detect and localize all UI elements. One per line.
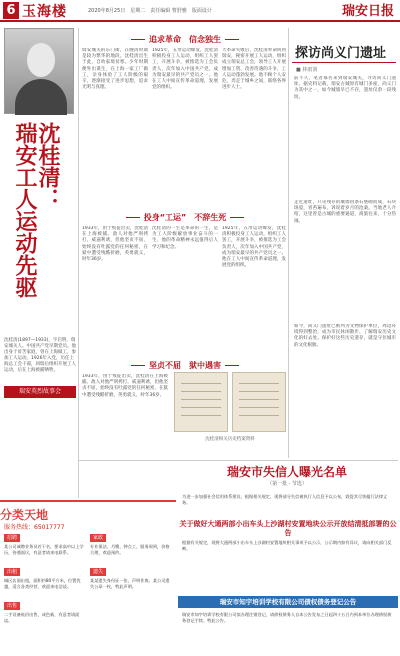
right-article-author: ■ 林雨润 (296, 67, 318, 73)
portrait-face (27, 43, 55, 77)
article-column: 1933年，由于叛徒出卖，沈桂清在上海被捕。敌人对他严刑拷打，威逼利诱，但他坚贞不屈，始终没有吐露党的任何秘密，在狱中遭受残酷折磨，英勇就义，时年36岁。 (82, 374, 168, 398)
page-header (0, 0, 400, 22)
newspaper-logo: 瑞安日报 (341, 4, 394, 19)
ad-tag-sale: 出售 (4, 602, 20, 610)
page-number: 6 (3, 2, 19, 19)
archive-document-image (174, 372, 228, 432)
debt-registration-title: 瑞安市知宇培训学校有限公司债权债务登记公告 (178, 596, 398, 608)
article-column: 1925年，五卅运动爆发，沈桂清积极投身工人运动，组织工人罢工，开展斗争，被推选为工会负责人，次年加入中国共产党，成为瑞安最早的共产党员之一。他在工人中间宣传革命道理，发展党的组织。 (222, 226, 286, 269)
issue-meta: 2020年8月25日 星期二 责任编辑 曹舒雅 版面设计 (88, 8, 212, 14)
ad-text: 某公司诚聘业务员若干名，要求高中以上学历，待遇面议，有意者请来电联系。 (4, 544, 84, 555)
ad-tag-recruit: 招聘 (4, 534, 20, 542)
column-divider (78, 28, 79, 498)
right-article-text: 走近遗址，只见残存的城墙由条石垒砌而成，石块斑驳，青苔遍布，诉说着岁月的沧桑。当地老人介绍，这里曾是古城的重要通道，商旅往来，十分热闹。 (294, 200, 396, 224)
notice-text: 根据有关规定，现将大通两部小出车头上沙湖村安置地块相关事项予以公示，公示期内如有异议，请向相关部门反映。 (182, 540, 392, 551)
ad-tag-rent: 出租 (4, 568, 20, 576)
article-column: 大革命失败后，沈桂清奉命回到瑞安，秘密开展工人运动，组织成立瑞安总工会，领导工人开展增加工资、改善待遇的斗争，工人运动蓬勃发展。他不顾个人安危，奔走于城乡之间，联络各界进步人士。 (222, 48, 286, 91)
feature-title (7, 122, 59, 298)
ad-tag-housekeeping: 家政 (90, 534, 106, 542)
series-label: 瑞安英烈故事会 (4, 386, 76, 398)
banner-text: 为进一步加强社会信用体系建设，根据相关规定，现将部分失信被执行人信息予以公布，敦促其尽快履行法律义务。 (182, 494, 388, 505)
ad-text: 城区店面出租，面积约80平方米，位置优越，适合各类经营，欢迎来电洽谈。 (4, 578, 81, 589)
ad-text: 二手设备低价出售，成色新，有意者请面谈。 (4, 612, 80, 623)
image-caption: 沈桂清相关历史档案资料 (205, 437, 255, 442)
subhead-2: 投身“工运” 不辞生死 (110, 212, 260, 223)
portrait-photo (4, 28, 74, 114)
debt-registration-notice (178, 612, 398, 656)
column-divider (288, 28, 289, 458)
ad-text: 专业保洁、月嫂、钟点工，服务周到，价格合理，欢迎预约。 (90, 544, 170, 555)
portrait-annotation: 沈桂清(1897—1933)，字启明，瑞安城关人。中国共产党早期党员。他出身于贫苦家庭，曾在上海做工，参加工人运动。1926年入党，历任上海总工会干部，回瑞后组织开展工人运动，后在上海被捕牺牲。 (4, 338, 76, 373)
article-column: 1925年，五卅运动爆发，沈桂清积极投身工人运动，组织工人罢工，开展斗争，被推选为工会负责人，次年加入中国共产党，成为瑞安最早的共产党员之一。他在工人中间宣传革命道理，发展党的组织。 (152, 48, 218, 91)
portrait-body (15, 79, 67, 115)
ad-tag-lost: 遗失 (90, 568, 106, 576)
feature-title-line2: 瑞安工人运动先驱 (12, 122, 37, 298)
classified-header: 分类天地 (0, 508, 49, 522)
article-column: 瑞安城关的东门街，在晚清时期是较为繁华的地段。沈桂清出生于此，自幼家境贫寒。少年时期便外出谋生，在上海一家工厂做工，亲身体验了工人阶级的艰辛，逐渐接受了进步思想，追求光明与真理。 (82, 48, 148, 91)
article-column: 沈桂清的一生是革命的一生，是为工人阶级解放事业奋斗的一生，他的革命精神永远值得后人学习和纪念。 (152, 226, 218, 250)
right-article-title: 探访尚义门遗址 (295, 46, 387, 61)
banner-title: 瑞安市失信人曝光名单 (226, 465, 347, 479)
notice-title: 关于做好大通两部小出车头上沙湖村安置地块公示开放结清抵部署的公告 (179, 520, 397, 537)
ad-text: 某某遗失身份证一张，声明作废。某公司遗失公章一枚，特此声明。 (90, 578, 170, 589)
right-article-text: 前不久，笔者慕名来到瑞安城关，寻访尚义门遗址。据史料记载，瑞安古城原有城门多座，尚义门为其中之一，如今城墙早已不存，遗址仅余一段残垣。 (294, 76, 396, 100)
classified-ads (0, 500, 176, 656)
subhead-3: 坚贞不屈 狱中遇害 (110, 360, 260, 371)
resettlement-notice (178, 520, 398, 576)
section-title: 玉海楼 (22, 4, 67, 20)
feature-title-line1: 沈桂清： (35, 122, 60, 210)
banner-subtitle: （第一批 · 节选） (267, 481, 307, 487)
right-article-text: 如今，尚义门遗址已被列为文物保护单位，周边环境得到整治，成为市民休闲散步、了解瑞安历史文化的好去处。保护好这些历史遗存，就是守住城市的文化根脉。 (294, 324, 396, 348)
title-rule (292, 62, 396, 63)
blacklist-banner (178, 463, 396, 491)
notice-text: 瑞安市知宇培训学校有限公司拟办理注销登记，请债权债务人自本公告发布之日起四十五日内到本单位办理债权债务登记手续。特此公告。 (182, 612, 392, 623)
archive-document-image (232, 372, 286, 432)
article-column: 1933年，由于叛徒出卖，沈桂清在上海被捕。敌人对他严刑拷打，威逼利诱，但他坚贞不屈，始终没有吐露党的任何秘密，在狱中遭受残酷折磨，英勇就义，时年36岁。 (82, 226, 148, 263)
classified-hotline: 服务热线：65017777 (4, 524, 65, 531)
row-divider (78, 460, 398, 461)
subhead-1: 追求革命 信念独生 (110, 34, 260, 45)
